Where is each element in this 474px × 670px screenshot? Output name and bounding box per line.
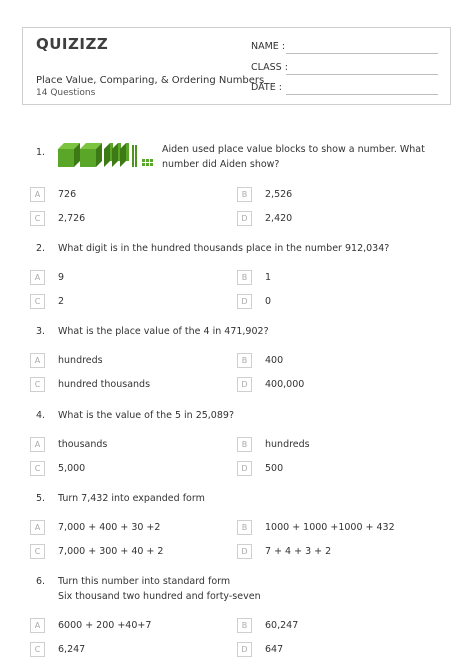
hundred-flat-2	[112, 143, 121, 167]
hundred-flat-1	[104, 143, 113, 167]
name-label: NAME :	[251, 41, 286, 52]
option-text: 647	[265, 644, 284, 655]
option-letter: A	[30, 353, 45, 368]
option-text: 7,000 + 400 + 30 +2	[58, 522, 161, 533]
option-text: 2	[58, 296, 65, 307]
option-letter: C	[30, 642, 45, 657]
date-label: DATE :	[251, 82, 282, 93]
ten-rod-2	[135, 145, 137, 167]
question-3-text: What is the place value of the 4 in 471,902?	[58, 326, 269, 337]
option-text: 500	[265, 463, 284, 474]
class-field[interactable]	[286, 74, 438, 75]
option-text: 9	[58, 272, 65, 283]
question-2-number: 2.	[36, 243, 46, 254]
option-letter: C	[30, 544, 45, 559]
class-label: CLASS :	[251, 62, 288, 73]
date-field[interactable]	[286, 94, 438, 95]
question-5-text: Turn 7,432 into expanded form	[58, 493, 205, 504]
option-text: 400,000	[265, 379, 305, 390]
option-text: 5,000	[58, 463, 86, 474]
option-text: 2,726	[58, 213, 86, 224]
option-text: 2,420	[265, 213, 293, 224]
question-2-text: What digit is in the hundred thousands place in the number 912,034?	[58, 243, 390, 254]
one-cube-2	[146, 159, 149, 162]
option-text: 6000 + 200 +40+7	[58, 620, 152, 631]
question-count: 14 Questions	[36, 88, 96, 98]
option-text: 1	[265, 272, 272, 283]
option-letter: C	[30, 461, 45, 476]
name-field[interactable]	[286, 53, 438, 54]
hundred-flat-3	[120, 143, 129, 167]
option-letter: D	[237, 294, 252, 309]
option-text: 726	[58, 189, 77, 200]
option-text: 7 + 4 + 3 + 2	[265, 546, 332, 557]
option-text: hundred thousands	[58, 379, 151, 390]
option-letter: C	[30, 377, 45, 392]
option-letter: D	[237, 461, 252, 476]
one-cube-5	[150, 163, 153, 166]
option-letter: B	[237, 520, 252, 535]
option-text: 400	[265, 355, 284, 366]
question-4-number: 4.	[36, 410, 46, 421]
option-text: 7,000 + 300 + 40 + 2	[58, 546, 164, 557]
option-letter: A	[30, 437, 45, 452]
option-letter: B	[237, 270, 252, 285]
place-value-blocks-image	[58, 141, 154, 169]
option-letter: B	[237, 618, 252, 633]
option-letter: A	[30, 520, 45, 535]
option-letter: D	[237, 544, 252, 559]
question-4-text: What is the value of the 5 in 25,089?	[58, 410, 234, 421]
option-letter: D	[237, 211, 252, 226]
quizizz-logo: QUIZIZZ	[36, 35, 109, 53]
option-text: 6,247	[58, 644, 86, 655]
option-text: hundreds	[58, 355, 103, 366]
one-cube-6	[150, 159, 153, 162]
one-cube-4	[146, 163, 149, 166]
option-text: hundreds	[265, 439, 310, 450]
ten-rod-1	[132, 145, 134, 167]
option-text: 60,247	[265, 620, 299, 631]
question-6-number: 6.	[36, 576, 46, 587]
option-text: thousands	[58, 439, 108, 450]
option-letter: A	[30, 618, 45, 633]
option-letter: B	[237, 187, 252, 202]
question-6-text: Turn this number into standard form	[58, 576, 231, 587]
question-1-text: Aiden used place value blocks to show a number. What number did Aiden show?	[162, 144, 425, 170]
question-5-number: 5.	[36, 493, 46, 504]
option-letter: B	[237, 353, 252, 368]
thousand-cube-2	[80, 143, 102, 167]
option-letter: A	[30, 270, 45, 285]
one-cube-1	[142, 159, 145, 162]
option-letter: A	[30, 187, 45, 202]
option-text: 0	[265, 296, 272, 307]
question-6-text-line2: Six thousand two hundred and forty-seven	[58, 591, 261, 602]
option-letter: D	[237, 377, 252, 392]
thousand-cube-1	[58, 143, 80, 167]
option-text: 1000 + 1000 +1000 + 432	[265, 522, 395, 533]
option-text: 2,526	[265, 189, 293, 200]
question-1-number: 1.	[36, 147, 46, 158]
option-letter: B	[237, 437, 252, 452]
option-letter: C	[30, 211, 45, 226]
option-letter: C	[30, 294, 45, 309]
question-3-number: 3.	[36, 326, 46, 337]
one-cube-3	[142, 163, 145, 166]
worksheet-title: Place Value, Comparing, & Ordering Numbers	[36, 75, 265, 86]
option-letter: D	[237, 642, 252, 657]
